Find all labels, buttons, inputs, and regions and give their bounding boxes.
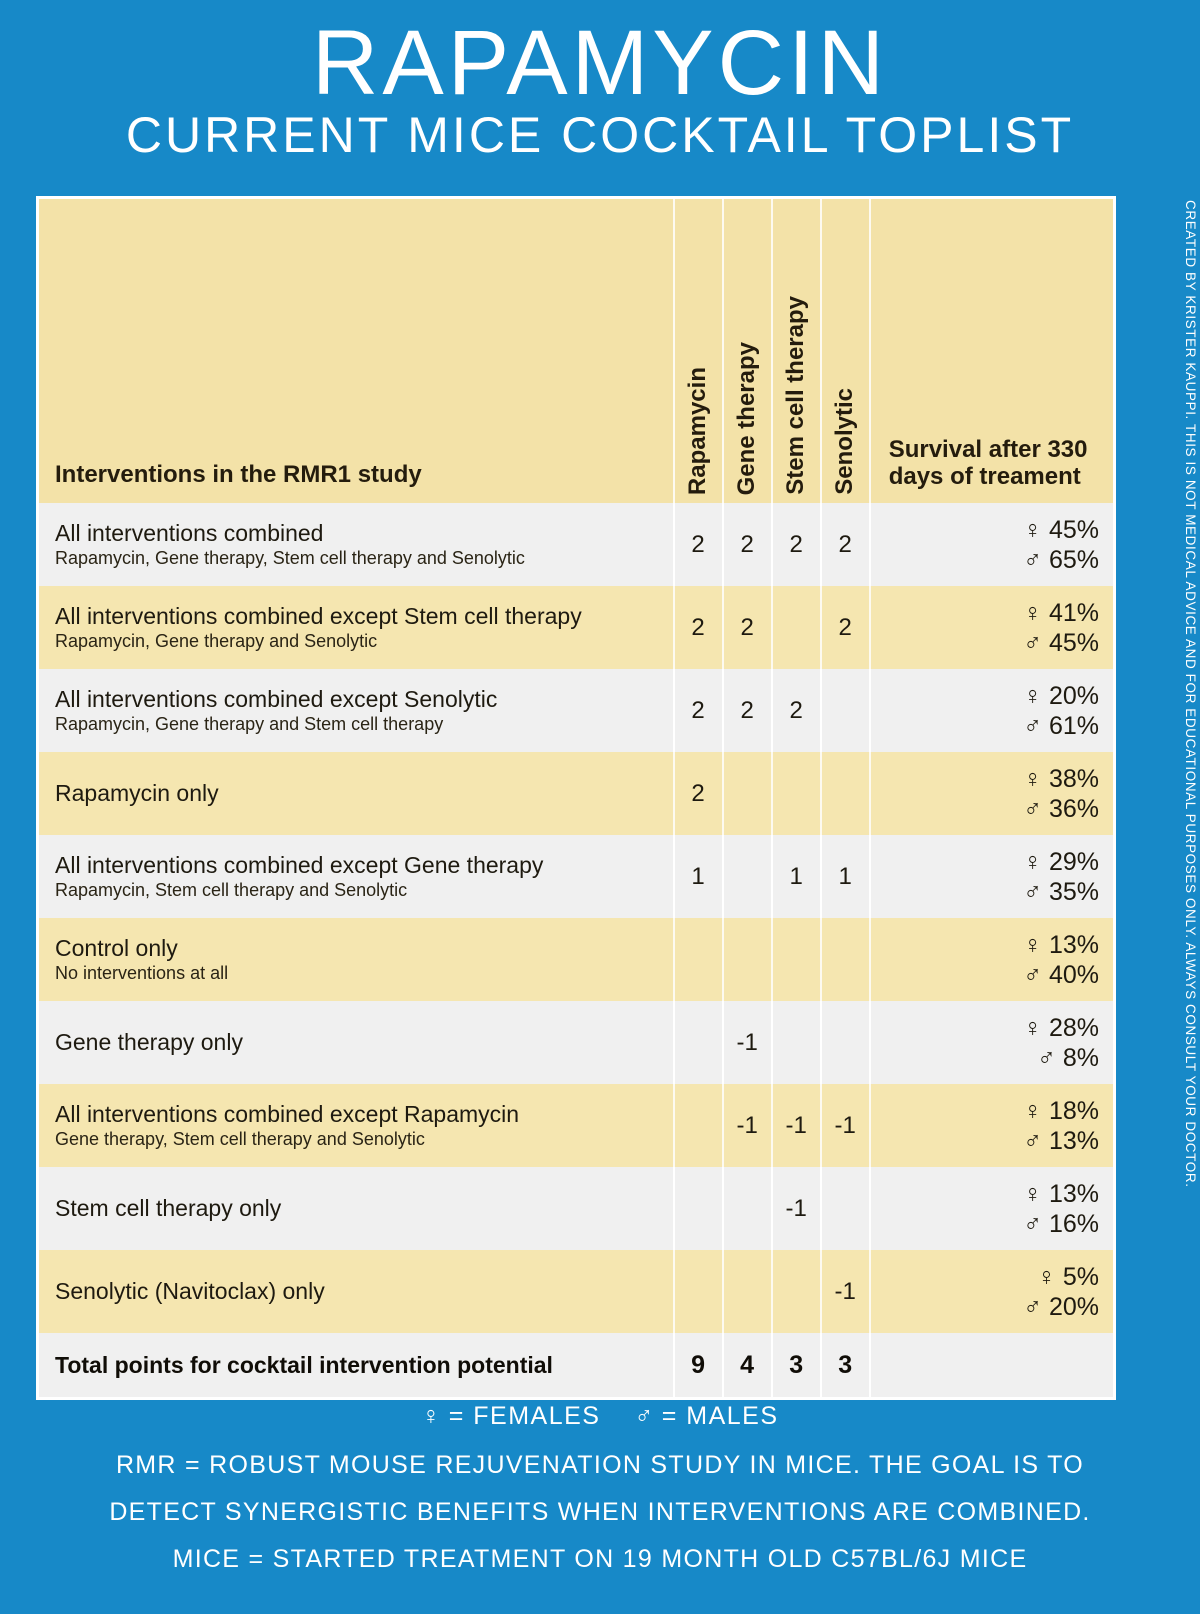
survival-female-value: 13% [1048,930,1099,959]
female-icon: ♀ [421,1402,442,1430]
survival-cell [870,1250,1113,1333]
survival-male [871,1043,1099,1073]
survival-male [871,1292,1099,1322]
row-title: All interventions combined [55,519,324,546]
score-cell: 2 [821,586,870,669]
survival-female [871,1013,1099,1043]
survival-female-value: 45% [1048,515,1099,544]
row-subtitle: Rapamycin, Stem cell therapy and Senolytic [55,879,408,900]
female-icon: ♀ [1023,764,1042,793]
total-score-cell: 3 [772,1333,821,1397]
score-cell: 2 [674,586,723,669]
total-score-cell: 4 [723,1333,772,1397]
score-cell: 1 [821,835,870,918]
table-row [39,835,1113,918]
survival-header-line2: days of treament [888,463,1081,491]
row-label-cell [39,835,674,918]
score-cell: 2 [723,503,772,586]
score-cell: -1 [772,1167,821,1250]
score-cell: -1 [723,1001,772,1084]
credit-disclaimer: CREATED BY KRISTER KAUPPI. THIS IS NOT MEDICAL ADVICE AND FOR EDUCATIONAL PURPOSES ONLY. ALWAYS CONSULT YOUR DOCTOR. [1183,200,1198,1188]
row-title: Rapamycin only [55,779,219,806]
row-label-cell [39,1167,674,1250]
score-cell [821,1167,870,1250]
survival-male-value: 61% [1048,711,1099,740]
table-row [39,752,1113,835]
score-cell: 2 [772,503,821,586]
survival-male [871,628,1099,658]
female-icon: ♀ [1023,847,1042,876]
row-subtitle: Rapamycin, Gene therapy, Stem cell therapy and Senolytic [55,547,525,568]
row-title: All interventions combined except Stem cell therapy [55,602,582,629]
page-title: RAPAMYCIN [311,12,889,114]
survival-male [871,1126,1099,1156]
survival-male-value: 36% [1048,794,1099,823]
male-icon: ♂ [1023,628,1042,657]
survival-female [871,847,1099,877]
row-title: Gene therapy only [55,1028,243,1055]
survival-cell [870,586,1113,669]
row-label-cell [39,1250,674,1333]
row-title: Senolytic (Navitoclax) only [55,1277,325,1304]
male-icon: ♂ [1023,960,1042,989]
male-icon: ♂ [1023,711,1042,740]
header-cell-gene-therapy [723,199,772,503]
survival-cell [870,503,1113,586]
column-header-label: Senolytic [831,388,859,495]
survival-cell [870,752,1113,835]
survival-female-value: 13% [1048,1179,1099,1208]
survival-header-line1: Survival after 330 [888,435,1088,463]
survival-cell [870,1084,1113,1167]
score-cell: 2 [674,669,723,752]
survival-male-value: 65% [1048,545,1099,574]
row-subtitle: Gene therapy, Stem cell therapy and Senolytic [55,1128,425,1149]
male-icon: ♂ [1023,1292,1042,1321]
table-row [39,1001,1113,1084]
column-header-label: Stem cell therapy [782,296,810,495]
score-cell [772,1250,821,1333]
survival-cell [870,835,1113,918]
score-cell [723,1167,772,1250]
male-icon: ♂ [1023,794,1042,823]
toplist-table-container [36,196,1116,1400]
survival-male-value: 20% [1048,1292,1099,1321]
footer-line-3: MICE = STARTED TREATMENT ON 19 MONTH OLD C57BL/6J MICE [172,1545,1028,1573]
row-subtitle: Rapamycin, Gene therapy and Senolytic [55,630,378,651]
header-cell-survival [870,199,1113,503]
female-icon: ♀ [1037,1262,1056,1291]
score-cell [821,1001,870,1084]
footer-line-2: DETECT SYNERGISTIC BENEFITS WHEN INTERVENTIONS ARE COMBINED. [109,1498,1091,1526]
survival-female [871,764,1099,794]
survival-female-value: 20% [1048,681,1099,710]
toplist-table [39,199,1113,1397]
score-cell [723,918,772,1001]
header-banner [0,0,1200,170]
table-row [39,918,1113,1001]
column-header-label: Rapamycin [684,366,712,495]
score-cell: 2 [674,503,723,586]
male-icon: ♂ [1023,1126,1042,1155]
score-cell: 1 [674,835,723,918]
survival-female [871,1179,1099,1209]
table-row [39,1167,1113,1250]
footer-line-1: RMR = ROBUST MOUSE REJUVENATION STUDY IN MICE. THE GOAL IS TO [115,1451,1085,1479]
score-cell [674,1001,723,1084]
legend [0,1390,1200,1431]
female-icon: ♀ [1023,930,1042,959]
score-cell [674,1167,723,1250]
female-icon: ♀ [1023,1179,1042,1208]
survival-male [871,960,1099,990]
survival-female-value: 18% [1048,1096,1099,1125]
score-cell [821,918,870,1001]
row-subtitle: Rapamycin, Gene therapy and Stem cell therapy [55,713,444,734]
table-row [39,1084,1113,1167]
survival-female-value: 28% [1048,1013,1099,1042]
score-cell: 2 [772,669,821,752]
score-cell: 1 [772,835,821,918]
survival-male-value: 45% [1048,628,1099,657]
row-label-cell [39,918,674,1001]
score-cell [821,752,870,835]
female-icon: ♀ [1023,598,1042,627]
survival-male [871,1209,1099,1239]
table-row [39,586,1113,669]
score-cell: -1 [772,1084,821,1167]
footer-notes [0,1390,1200,1572]
total-survival-cell [870,1333,1113,1397]
female-icon: ♀ [1023,1013,1042,1042]
page-subtitle: CURRENT MICE COCKTAIL TOPLIST [125,107,1075,164]
survival-male [871,545,1099,575]
row-label-cell [39,752,674,835]
total-score-cell: 9 [674,1333,723,1397]
score-cell: 2 [821,503,870,586]
female-icon: ♀ [1023,681,1042,710]
score-cell: 2 [723,586,772,669]
survival-female [871,515,1099,545]
male-icon: ♂ [634,1402,655,1430]
row-title: All interventions combined except Senolytic [55,685,498,712]
survival-male-value: 13% [1048,1126,1099,1155]
table-total-row [39,1333,1113,1397]
male-icon: ♂ [1023,1209,1042,1238]
table-header-row [39,199,1113,503]
score-cell [772,752,821,835]
survival-cell [870,1167,1113,1250]
score-cell: 2 [723,669,772,752]
row-label-cell [39,669,674,752]
survival-male [871,877,1099,907]
score-cell [723,835,772,918]
table-row [39,503,1113,586]
legend-male-label: = MALES [661,1402,779,1430]
survival-female [871,598,1099,628]
row-title: Stem cell therapy only [55,1194,282,1221]
survival-female-value: 41% [1048,598,1099,627]
survival-female [871,930,1099,960]
female-icon: ♀ [1023,515,1042,544]
header-cell-stem-cell-therapy [772,199,821,503]
survival-male-value: 8% [1062,1043,1099,1072]
survival-female [871,1262,1099,1292]
survival-male-value: 40% [1048,960,1099,989]
row-label-cell [39,586,674,669]
score-cell [821,669,870,752]
survival-male [871,711,1099,741]
survival-cell [870,669,1113,752]
survival-female [871,681,1099,711]
score-cell [772,1001,821,1084]
total-score-cell: 3 [821,1333,870,1397]
row-label-cell [39,503,674,586]
survival-cell [870,918,1113,1001]
score-cell [723,752,772,835]
header-cell-rapamycin [674,199,723,503]
row-title: All interventions combined except Rapamycin [55,1100,520,1127]
score-cell [674,1250,723,1333]
table-row [39,669,1113,752]
survival-female-value: 38% [1048,764,1099,793]
male-icon: ♂ [1023,877,1042,906]
row-subtitle: No interventions at all [55,962,229,983]
row-title: All interventions combined except Gene therapy [55,851,544,878]
score-cell [772,586,821,669]
female-icon: ♀ [1023,1096,1042,1125]
male-icon: ♂ [1037,1043,1056,1072]
header-cell-interventions [39,199,674,503]
score-cell: -1 [723,1084,772,1167]
score-cell [723,1250,772,1333]
table-row [39,1250,1113,1333]
score-cell: 2 [674,752,723,835]
male-icon: ♂ [1023,545,1042,574]
survival-female-value: 29% [1048,847,1099,876]
total-label-cell [39,1333,674,1397]
score-cell [674,1084,723,1167]
row-label-cell [39,1001,674,1084]
row-label-cell [39,1084,674,1167]
column-header-label: Gene therapy [733,341,761,495]
score-cell [772,918,821,1001]
total-label: Total points for cocktail intervention potential [55,1351,553,1378]
survival-female-value: 5% [1062,1262,1099,1291]
legend-female-label: = FEMALES [448,1402,601,1430]
row-title: Control only [55,934,178,961]
survival-male-value: 16% [1048,1209,1099,1238]
survival-male-value: 35% [1048,877,1099,906]
survival-male [871,794,1099,824]
score-cell: -1 [821,1084,870,1167]
header-cell-senolytic [821,199,870,503]
table-body [39,199,1113,1397]
survival-cell [870,1001,1113,1084]
score-cell: -1 [821,1250,870,1333]
survival-female [871,1096,1099,1126]
row-header-label: Interventions in the RMR1 study [55,461,422,488]
score-cell [674,918,723,1001]
